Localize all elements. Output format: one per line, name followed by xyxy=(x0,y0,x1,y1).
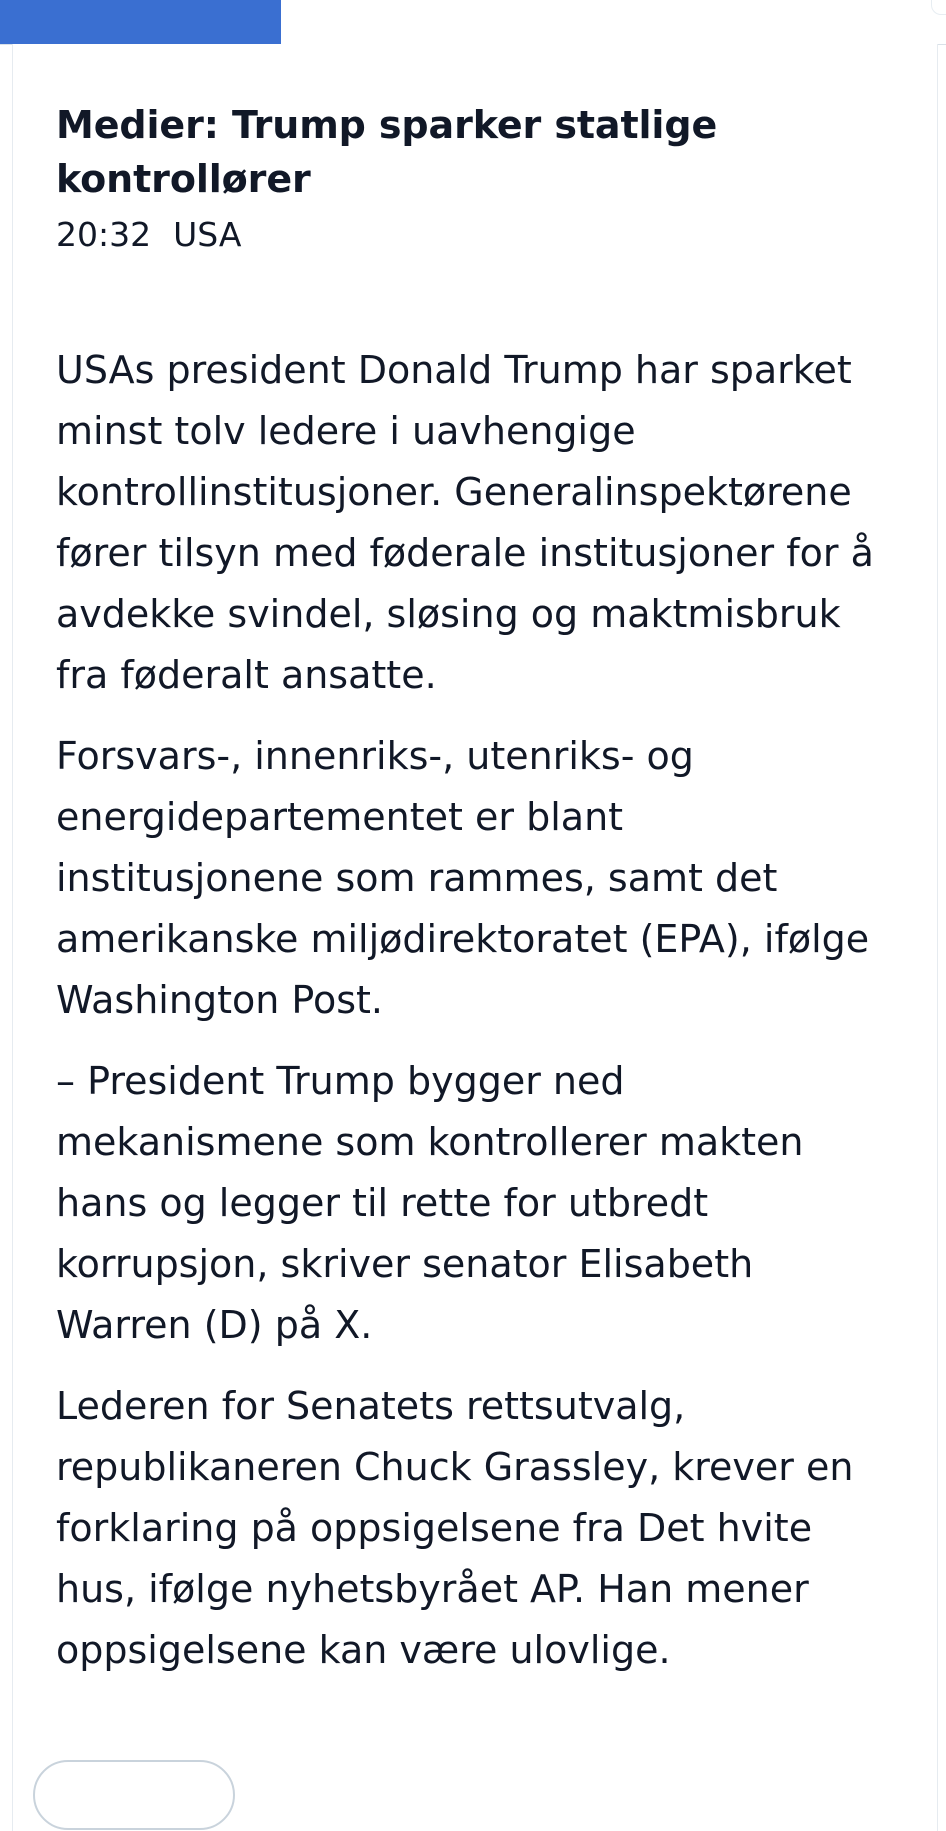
live-update-card xyxy=(12,44,938,1831)
article-paragraph: Forsvars-, innenriks-, utenriks- og energidepartementet er blant institusjonene som rammes, samt det amerikanske miljødirektoratet (EPA), ifølge Washington Post. xyxy=(56,734,870,1022)
partial-action-button[interactable] xyxy=(33,1760,235,1830)
article-paragraph: USAs president Donald Trump har sparket minst tolv ledere i uavhengige kontrollinstitusjoner. Generalinspektørene fører tilsyn med føderale institusjoner for å avdekke svindel, sløsing og maktmisbruk fra føderalt ansatte. xyxy=(56,348,874,697)
article-headline: Medier: Trump sparker statlige kontrollører xyxy=(56,103,718,201)
article-paragraph: – President Trump bygger ned mekanismene som kontrollerer makten hans og legger til rette for utbredt korrupsjon, skriver senator Elisabeth Warren (D) på X. xyxy=(56,1059,804,1347)
active-tab-indicator[interactable] xyxy=(0,0,281,44)
article-meta xyxy=(56,214,876,256)
top-card-corner xyxy=(931,0,946,15)
article-paragraph: Lederen for Senatets rettsutvalg, republikaneren Chuck Grassley, krever en forklaring på oppsigelsene fra Det hvite hus, ifølge nyhetsbyrået AP. Han mener oppsigelsene kan være ulovlige. xyxy=(56,1384,854,1672)
article-content xyxy=(56,98,876,1701)
article-body xyxy=(56,340,876,1681)
article-tag: USA xyxy=(173,215,242,254)
top-tab-bar xyxy=(0,0,946,45)
article-time: 20:32 xyxy=(56,215,152,254)
